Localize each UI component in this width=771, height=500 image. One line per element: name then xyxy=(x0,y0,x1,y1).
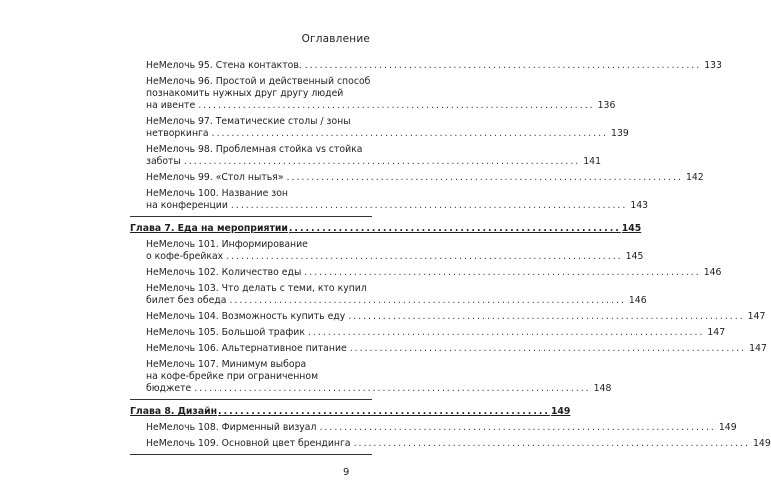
dot-leader: ................................................................................ xyxy=(348,311,745,322)
toc-entry-title xyxy=(146,343,749,355)
toc-entry-text: НеМелочь 99. «Стол нытья» xyxy=(146,172,284,183)
toc-entry-line xyxy=(146,128,611,140)
toc-entry-page-number: 145 xyxy=(625,251,644,262)
toc-entry-line xyxy=(146,283,629,295)
toc-entry-page-number: 147 xyxy=(707,327,726,338)
toc-entry-text: НеМелочь 106. Альтернативное питание xyxy=(146,343,347,354)
toc-entry-line xyxy=(146,60,704,72)
toc-entry-title xyxy=(146,359,594,395)
toc-entry-line xyxy=(146,267,704,279)
toc-entry[interactable] xyxy=(130,283,647,307)
dot-leader: ................................................................................ xyxy=(319,422,716,433)
toc-entry-line xyxy=(146,156,583,168)
toc-entry-text: НеМелочь 107. Минимум выбора xyxy=(146,359,307,370)
toc-entry-text: НеМелочь 105. Большой трафик xyxy=(146,327,305,338)
chapter-page-number: 149 xyxy=(550,406,571,417)
toc-entry-text: на ивенте xyxy=(146,100,196,111)
toc-entry-page-number: 147 xyxy=(747,311,766,322)
toc-entry-line xyxy=(146,88,598,100)
toc-entry-title xyxy=(146,116,611,140)
toc-entry-line xyxy=(146,422,719,434)
toc-entry-text: НеМелочь 109. Основной цвет брендинга xyxy=(146,438,351,449)
toc-entry-line xyxy=(146,188,630,200)
toc-entry-line xyxy=(146,311,748,323)
chapter-page-number: 145 xyxy=(621,223,642,234)
toc-entry-text: познакомить нужных друг другу людей xyxy=(146,88,344,99)
toc-section-1 xyxy=(130,60,722,212)
toc-entry-title xyxy=(146,438,753,450)
toc-entry-title xyxy=(146,60,704,72)
chapter-heading[interactable] xyxy=(130,223,642,235)
toc-entry-text: заботы xyxy=(146,156,181,167)
toc-entry-title xyxy=(146,144,583,168)
toc-entry-line xyxy=(146,383,594,395)
dot-leader: ................................................................................ xyxy=(194,383,591,394)
toc-entry-text: НеМелочь 98. Проблемная стойка vs стойка xyxy=(146,144,363,155)
toc-section-2 xyxy=(130,239,767,395)
toc-entry-text: НеМелочь 104. Возможность купить еду xyxy=(146,311,346,322)
toc-entry-title xyxy=(146,188,630,212)
toc-entry-text: НеМелочь 100. Название зон xyxy=(146,188,288,199)
page-number: 9 xyxy=(343,467,350,478)
toc-entry[interactable] xyxy=(130,172,704,184)
toc-entry-title xyxy=(146,172,686,184)
chapter-heading[interactable] xyxy=(130,406,571,418)
toc-entry-title xyxy=(146,327,707,339)
toc-entry-page-number: 146 xyxy=(703,267,722,278)
dot-leader: ................................................................................ xyxy=(183,156,581,167)
dot-leader: ................................................................................ xyxy=(307,327,705,338)
toc-entry-page-number: 149 xyxy=(753,438,771,449)
divider xyxy=(130,399,372,400)
toc-entry-page-number: 143 xyxy=(630,200,649,211)
dot-leader: ................................................................................ xyxy=(211,128,609,139)
dot-leader: ............................................................ xyxy=(218,406,550,417)
toc-entry-line xyxy=(146,172,686,184)
dot-leader: ................................................................................ xyxy=(286,172,683,183)
toc-section-3 xyxy=(130,422,771,450)
dot-leader: ................................................................................ xyxy=(349,343,747,354)
toc-entry-page-number: 142 xyxy=(685,172,704,183)
toc-entry[interactable] xyxy=(130,327,726,339)
divider xyxy=(130,454,372,455)
divider xyxy=(130,216,372,217)
toc-entry-text: бюджете xyxy=(146,383,192,394)
dot-leader: ................................................................................ xyxy=(353,438,750,449)
toc-entry-title xyxy=(146,76,598,112)
toc-entry-page-number: 146 xyxy=(628,295,647,306)
toc-entry-title xyxy=(146,267,704,279)
toc-entry-line xyxy=(146,239,626,251)
dot-leader: ................................................................................ xyxy=(226,251,623,262)
toc-entry[interactable] xyxy=(130,60,722,72)
toc-entry-text: на кофе-брейке при ограниченном xyxy=(146,371,319,382)
toc-entry-line xyxy=(146,116,611,128)
toc-entry-page-number: 147 xyxy=(749,343,767,354)
toc-entry-text: о кофе-брейках xyxy=(146,251,224,262)
running-head: Оглавление xyxy=(301,33,370,45)
toc-entry[interactable] xyxy=(130,188,649,212)
toc-entry-text: НеМелочь 96. Простой и действенный способ xyxy=(146,76,371,87)
toc-entry-text: на конференции xyxy=(146,200,228,211)
toc-entry-page-number: 149 xyxy=(718,422,737,433)
toc-entry-page-number: 133 xyxy=(704,60,722,71)
chapter-title: Глава 8. Дизайн xyxy=(130,406,218,417)
toc-entry-line xyxy=(146,371,594,383)
toc-entry-text: билет без обеда xyxy=(146,295,227,306)
toc-entry-line xyxy=(146,359,594,371)
toc-entry-line xyxy=(146,144,583,156)
dot-leader: ................................................................................ xyxy=(304,60,702,71)
toc-entry-line xyxy=(146,200,630,212)
toc-entry-page-number: 136 xyxy=(597,100,616,111)
toc-entry-text: нетворкинга xyxy=(146,128,209,139)
toc-entry-page-number: 141 xyxy=(583,156,601,167)
dot-leader: ................................................................................ xyxy=(304,267,701,278)
toc-entry-text: НеМелочь 103. Что делать с теми, кто купил xyxy=(146,283,367,294)
toc-entry-line xyxy=(146,438,753,450)
toc-entry[interactable] xyxy=(130,438,771,450)
toc-entry-title xyxy=(146,239,626,263)
dot-leader: ............................................................ xyxy=(288,223,621,234)
toc-entry[interactable] xyxy=(130,343,767,355)
table-of-contents xyxy=(130,60,771,458)
toc-entry-line xyxy=(146,76,598,88)
toc-entry[interactable] xyxy=(130,267,722,279)
toc-entry-page-number: 148 xyxy=(593,383,612,394)
toc-entry-text: НеМелочь 101. Информирование xyxy=(146,239,308,250)
toc-entry-line xyxy=(146,327,707,339)
toc-entry-text: НеМелочь 95. Стена контактов. xyxy=(146,60,302,71)
toc-entry[interactable] xyxy=(130,116,629,140)
toc-entry[interactable] xyxy=(130,239,644,263)
dot-leader: ................................................................................ xyxy=(230,200,628,211)
toc-entry-text: НеМелочь 97. Тематические столы / зоны xyxy=(146,116,351,127)
toc-entry-title xyxy=(146,422,719,434)
toc-entry-line xyxy=(146,343,749,355)
toc-entry-text: НеМелочь 102. Количество еды xyxy=(146,267,302,278)
toc-entry-text: НеМелочь 108. Фирменный визуал xyxy=(146,422,317,433)
toc-entry-line xyxy=(146,100,598,112)
toc-entry[interactable] xyxy=(130,76,616,112)
toc-entry-line xyxy=(146,251,626,263)
dot-leader: ................................................................................ xyxy=(198,100,595,111)
toc-entry-page-number: 139 xyxy=(611,128,629,139)
toc-entry[interactable] xyxy=(130,311,766,323)
toc-entry-title xyxy=(146,311,748,323)
dot-leader: ................................................................................ xyxy=(229,295,626,306)
chapter-title: Глава 7. Еда на мероприятии xyxy=(130,223,288,234)
toc-entry[interactable] xyxy=(130,359,612,395)
toc-entry[interactable] xyxy=(130,422,737,434)
toc-entry[interactable] xyxy=(130,144,601,168)
toc-entry-line xyxy=(146,295,629,307)
toc-entry-title xyxy=(146,283,629,307)
